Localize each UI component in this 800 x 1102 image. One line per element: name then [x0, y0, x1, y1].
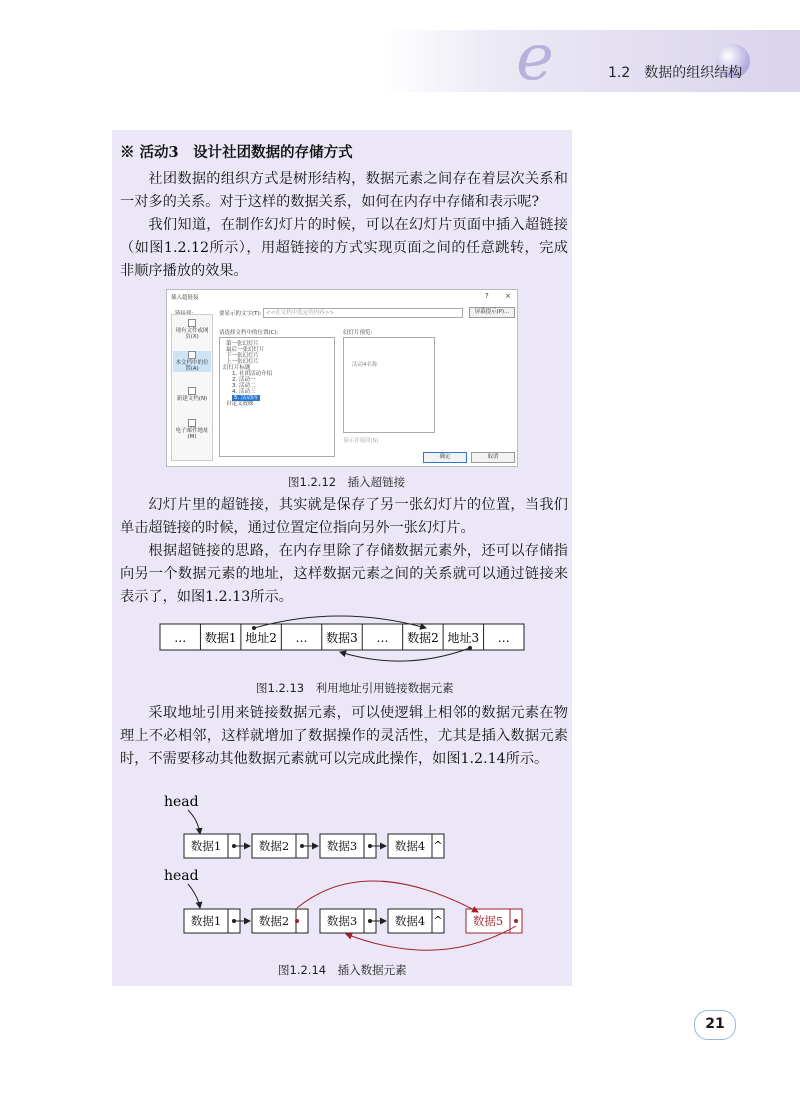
memory-cell-text: 数据3: [326, 631, 358, 645]
insert-hyperlink-dialog: [166, 289, 518, 467]
list-node-text: 数据1: [190, 839, 222, 853]
paragraph-1: 社团数据的组织方式是树形结构，数据元素之间存在着层次关系和一对多的关系。对于这样的数据关系，如何在内存中存储和表示呢?: [120, 171, 568, 210]
tree-item[interactable]: 下一张幻灯片: [226, 353, 260, 359]
link-email-address[interactable]: 电子邮件地址(M): [173, 419, 211, 440]
figure-caption-3: 图1.2.14 插入数据元素: [278, 963, 407, 977]
figure-caption-2: 图1.2.13 利用地址引用链接数据元素: [256, 681, 454, 695]
activity-title: ※ 活动3 设计社团数据的存储方式: [120, 144, 353, 161]
linked-data-diagram: [150, 606, 540, 668]
list-node-text: 数据1: [190, 914, 222, 928]
link-place-in-document[interactable]: 本文档中的位置(A): [173, 351, 211, 372]
document-place-icon: [188, 351, 196, 359]
list-row-after: [184, 909, 522, 933]
new-document-icon: [188, 387, 196, 395]
memory-cell-text: …: [174, 631, 187, 645]
section-title: 1.2 数据的组织结构: [608, 65, 743, 81]
document-place-tree[interactable]: [219, 337, 335, 457]
pointer-dot: [468, 646, 472, 650]
pointer-dot: [514, 919, 518, 923]
tree-item[interactable]: 自定义放映: [226, 401, 254, 407]
figure-caption-1: 图1.2.12 插入超链接: [288, 475, 406, 489]
preview-text: 活动4名称: [352, 362, 378, 368]
linked-list-insert-diagram: [150, 790, 550, 958]
slide-preview: [343, 337, 435, 433]
head-arrow: [188, 810, 200, 834]
list-row-before: [184, 834, 444, 858]
list-node-text: 数据2: [258, 839, 290, 853]
header-band: [0, 30, 800, 92]
list-node-text: 数据2: [258, 914, 290, 928]
email-icon: [188, 419, 196, 427]
tree-item[interactable]: 上一张幻灯片: [226, 359, 260, 365]
show-return-checkbox[interactable]: 显示并返回(S): [343, 438, 379, 444]
pointer-dot: [295, 919, 299, 923]
link-type-sidebar: [171, 314, 213, 461]
close-icon[interactable]: ×: [505, 292, 511, 300]
link-existing-file[interactable]: 现有文件或网页(X): [173, 319, 211, 340]
null-mark: ^: [433, 914, 443, 927]
memory-cell-text: 数据2: [407, 631, 439, 645]
tree-item-selected[interactable]: 5. 活动四: [234, 395, 258, 401]
dialog-title: 插入超链接: [171, 295, 199, 301]
head-label-2: head: [164, 868, 199, 884]
list-node-text: 数据4: [394, 914, 426, 928]
help-icon[interactable]: ?: [485, 292, 489, 300]
list-node-text: 数据4: [394, 839, 426, 853]
pointer-dot: [252, 626, 256, 630]
memory-cell-text: …: [376, 631, 389, 645]
tree-item[interactable]: 最后一张幻灯片: [226, 347, 265, 353]
null-mark: ^: [433, 839, 443, 852]
tree-item[interactable]: 4. 活动三: [232, 389, 256, 395]
head-label: head: [164, 794, 199, 810]
select-place-label: 请选择文档中的位置(C):: [219, 330, 279, 336]
logo-e: e: [516, 21, 554, 95]
list-node-text: 数据5: [472, 914, 504, 928]
list-node-text: 数据3: [326, 839, 358, 853]
memory-cell-text: 地址2: [245, 631, 277, 645]
ok-button[interactable]: 确定: [423, 452, 467, 463]
cancel-button[interactable]: 取消: [471, 452, 515, 463]
paragraph-4: 根据超链接的思路，在内存里除了存储数据元素外，还可以存储指向另一个数据元素的地址，这样数据元素之间的关系就可以通过链接来表示了，如图1.2.13所示。: [120, 543, 568, 605]
memory-cell-text: …: [295, 631, 308, 645]
tree-item[interactable]: 3. 活动二: [232, 383, 256, 389]
memory-cell-text: 地址3: [447, 631, 480, 645]
tree-item[interactable]: 1. 社团活动介绍: [232, 371, 272, 377]
tree-item[interactable]: 第一张幻灯片: [226, 341, 260, 347]
display-text-input[interactable]: <<在文档中选定的内容>>: [263, 308, 463, 318]
insert-arrow-to-new: [297, 881, 478, 912]
display-text-label: 要显示的文字(T):: [219, 311, 262, 317]
memory-cell-text: …: [497, 631, 510, 645]
screen-tip-button[interactable]: 屏幕提示(P)...: [469, 307, 515, 318]
list-node-text: 数据3: [326, 914, 358, 928]
paragraph-2: 我们知道，在制作幻灯片的时候，可以在幻灯片页面中插入超链接（如图1.2.12所示），用超链接的方式实现页面之间的任意跳转，完成非顺序播放的效果。: [120, 217, 568, 279]
paragraph-5: 采取地址引用来链接数据元素，可以使逻辑上相邻的数据元素在物理上不必相邻，这样就增加了数据操作的灵活性，尤其是插入数据元素时，不需要移动其他数据元素就可以完成此操作，如图1.2.14所示。: [120, 705, 568, 767]
globe-file-icon: [188, 319, 196, 327]
memory-cell-text: 数据1: [204, 631, 237, 645]
tree-item[interactable]: 幻灯片标题: [223, 365, 251, 371]
head-arrow-2: [188, 884, 200, 908]
link-new-document[interactable]: 新建文档(N): [173, 387, 211, 402]
preview-label: 幻灯片预览:: [343, 330, 373, 336]
page-number: 21: [694, 1010, 736, 1040]
tree-item[interactable]: 2. 活动一: [232, 377, 256, 383]
paragraph-3: 幻灯片里的超链接，其实就是保存了另一张幻灯片的位置，当我们单击超链接的时候，通过位置定位指向另外一张幻灯片。: [120, 497, 568, 536]
